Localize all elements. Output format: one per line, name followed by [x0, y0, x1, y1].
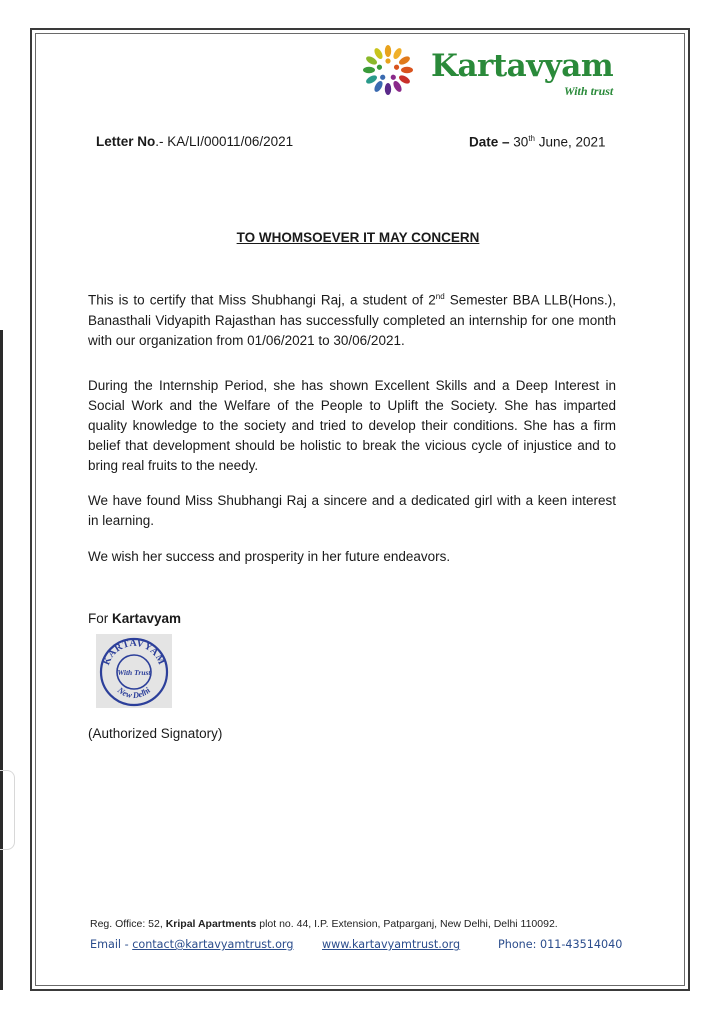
- website-link[interactable]: www.kartavyamtrust.org: [322, 938, 461, 951]
- registered-office-address: [90, 918, 558, 930]
- email-link[interactable]: contact@kartavyamtrust.org: [132, 938, 294, 951]
- p1-text-a: This is to certify that Miss Shubhangi Raj, a student of 2: [88, 292, 436, 308]
- p1-superscript: nd: [435, 292, 445, 301]
- left-page-edge: [0, 330, 3, 990]
- performance-paragraph: During the Internship Period, she has shown Excellent Skills and a Deep Interest in Social Work and the Welfare of the People to Uplift the Society. She has imparted quality knowledge to the society and tried to develop their conditions. She has a firm belief that development should be holistic to break the vicious cycle of injustice and to bring real fruits to the needy.: [88, 378, 616, 473]
- date-day: 30: [513, 134, 529, 150]
- organization-stamp: [96, 634, 172, 708]
- email-contact: [90, 938, 293, 951]
- letter-date: [469, 134, 606, 150]
- p1-text-b: Semester BBA LLB(Hons.), Banasthali Vidyapith Rajasthan has successfully completed an internship for one month with our organization from 01/06/2021 to 30/06/2021.: [88, 292, 616, 348]
- wishes-paragraph: We wish her success and prosperity in her future endeavors.: [88, 549, 451, 564]
- svg-text:New Delhi: New Delhi: [115, 684, 153, 701]
- date-suffix: th: [528, 134, 535, 143]
- certification-paragraph: [88, 287, 616, 351]
- letter-number: [96, 134, 293, 149]
- phone-number: Phone: 011-43514040: [498, 938, 623, 951]
- email-label: Email -: [90, 938, 133, 951]
- authorized-signatory: (Authorized Signatory): [88, 726, 223, 741]
- logo-wordmark: Kartavyam: [431, 48, 614, 84]
- stamp-seal-icon: [96, 634, 172, 708]
- for-organization: [88, 611, 181, 626]
- svg-text:With Trust: With Trust: [117, 668, 151, 677]
- contact-line: [90, 938, 630, 958]
- letter-number-value: .- KA/LI/00011/06/2021: [155, 134, 294, 149]
- flower-logo-icon: [360, 42, 420, 98]
- for-prefix: For: [88, 611, 113, 626]
- character-paragraph: We have found Miss Shubhangi Raj a sincere and a dedicated girl with a keen interest in learning.: [88, 493, 616, 528]
- reg-rest: plot no. 44, I.P. Extension, Patparganj, New Delhi, Delhi 110092.: [256, 918, 558, 930]
- company-logo: [360, 42, 625, 102]
- letter-subject: TO WHOMSOEVER IT MAY CONCERN: [236, 230, 480, 245]
- logo-tagline: With trust: [564, 84, 614, 98]
- edge-shadow-mark: [0, 770, 15, 850]
- reg-apartments: Kripal Apartments: [165, 918, 257, 930]
- date-label: Date –: [469, 134, 510, 150]
- for-org-name: Kartavyam: [112, 611, 182, 626]
- reg-label: Reg. Office: 52,: [90, 918, 166, 930]
- svg-text:KARTAVYAM: KARTAVYAM: [101, 637, 167, 667]
- date-rest: June, 2021: [535, 134, 606, 150]
- letter-number-label: Letter No: [96, 134, 156, 149]
